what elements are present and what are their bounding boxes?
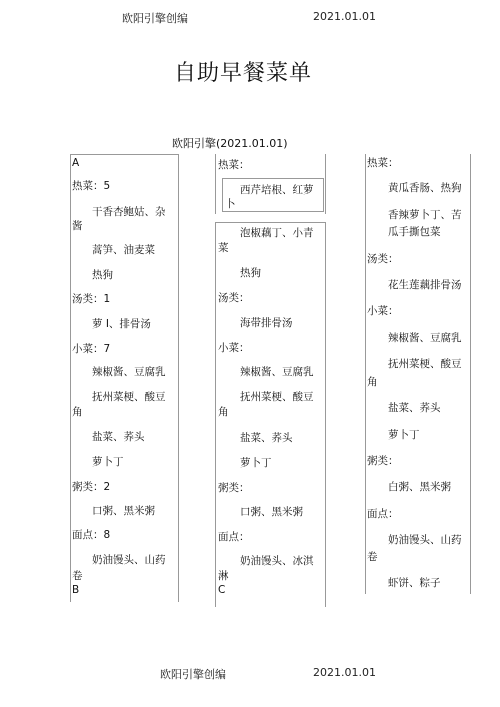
- col2-small-item: 抚州菜梗、酸豆: [240, 391, 314, 403]
- col2-pastry-item-cont: 淋: [218, 570, 229, 582]
- col1-hot-item: 干香杏鲍姑、杂: [92, 206, 166, 218]
- col3-porridge-title: 粥类：: [367, 455, 399, 467]
- header-author: 欧阳引擎创编: [122, 12, 188, 25]
- col2-hot-item-cont: 菜: [218, 242, 229, 254]
- col2-porridge-title: 粥类：: [218, 482, 250, 494]
- col1-small-item: 抚州菜梗、酸豆: [92, 391, 166, 403]
- col1-small-title: 小菜：7: [72, 343, 111, 355]
- col2-left-border: [215, 222, 216, 607]
- col2-small-item-cont: 角: [218, 406, 229, 418]
- col1-letter-top: A: [72, 157, 80, 169]
- col3-small-title: 小菜：: [367, 305, 399, 317]
- col3-small-item: 萝卜丁: [388, 429, 420, 441]
- col2-pastry-title: 面点：: [218, 531, 250, 543]
- col1-small-item-cont: 角: [72, 406, 83, 418]
- col2-small-item: 萝卜丁: [240, 457, 272, 469]
- page-subtitle: 欧阳引擎(2021.01.01): [172, 137, 288, 150]
- col1-porridge-item: 口粥、黑米粥: [92, 505, 155, 517]
- col2-hot-item: 泡椒藕丁、小青: [240, 227, 314, 239]
- col2-small-item: 盐菜、荞头: [240, 432, 293, 444]
- col3-right-border: [470, 154, 471, 594]
- col3-small-item: 辣椒酱、豆腐乳: [388, 332, 462, 344]
- col3-soup-title: 汤类：: [367, 253, 399, 265]
- col2-hot-item: 热狗: [240, 267, 261, 279]
- col3-hot-item: 香辣萝卜丁、苦: [388, 209, 462, 221]
- page-title: 自助早餐菜单: [174, 61, 313, 86]
- col2-porridge-item: 口粥、黑米粥: [240, 506, 303, 518]
- col2-soup-title: 汤类：: [218, 292, 250, 304]
- col2-hot-item: 西芹培根、红萝: [240, 184, 314, 196]
- col2-right-border: [325, 222, 326, 607]
- col1-soup-item: 萝 I、排骨汤: [92, 318, 151, 330]
- col1-left-border: [70, 154, 71, 602]
- col1-hot-title: 热菜：5: [72, 180, 111, 192]
- col2-small-title: 小菜：: [218, 342, 250, 354]
- col2-hot-item-cont: 卜: [225, 198, 236, 210]
- col2-small-item: 辣椒酱、豆腐乳: [240, 366, 314, 378]
- col1-small-item: 辣椒酱、豆腐乳: [92, 366, 166, 378]
- col3-small-item: 抚州菜梗、酸豆: [388, 358, 462, 370]
- col3-porridge-item: 白粥、黑米粥: [388, 481, 451, 493]
- col1-pastry-title: 面点：8: [72, 529, 111, 541]
- col1-soup-title: 汤类：1: [72, 293, 111, 305]
- footer-date: 2021.01.01: [313, 666, 376, 679]
- col1-small-item: 盐菜、荞头: [92, 431, 145, 443]
- col2-pastry-item: 奶油馒头、冰淇: [240, 555, 314, 567]
- col1-pastry-item: 奶油馒头、山药: [92, 554, 166, 566]
- col3-small-item-cont: 角: [367, 376, 378, 388]
- col2-soup-item: 海带排骨汤: [240, 317, 293, 329]
- col1-hot-item-cont: 酱: [72, 220, 83, 232]
- col3-hot-item: 黄瓜香肠、热狗: [388, 182, 462, 194]
- col1-top-border: [70, 154, 178, 155]
- col1-hot-item: 热狗: [92, 269, 113, 281]
- col3-left-border: [365, 154, 366, 594]
- col3-pastry-title: 面点：: [367, 508, 399, 520]
- col2-top-left-border: [215, 154, 216, 214]
- footer-author: 欧阳引擎创编: [160, 668, 226, 681]
- col2-hot-title: 热菜：: [218, 159, 250, 171]
- col1-small-item: 萝卜丁: [92, 456, 124, 468]
- col3-pastry-item: 奶油馒头、山药: [388, 534, 462, 546]
- col3-hot-title: 热菜：: [367, 157, 399, 169]
- header-date: 2021.01.01: [313, 10, 376, 23]
- col2-letter-bottom: C: [218, 584, 226, 596]
- col1-letter-bottom: B: [72, 584, 80, 596]
- col1-right-border: [178, 154, 179, 602]
- col1-hot-item: 蒿笋、油麦菜: [92, 244, 155, 256]
- col3-pastry-item-cont: 卷: [367, 551, 378, 563]
- col3-hot-item-cont: 瓜手撕包菜: [388, 226, 441, 238]
- col1-porridge-title: 粥类：2: [72, 481, 111, 493]
- col3-soup-item: 花生莲藕排骨汤: [388, 279, 462, 291]
- col2-mid-border: [215, 222, 325, 223]
- col3-small-item: 盐菜、荞头: [388, 402, 441, 414]
- col1-pastry-item-cont: 卷: [72, 570, 83, 582]
- col2-top-right-border: [325, 154, 326, 214]
- col3-pastry-item: 虾饼、粽子: [388, 577, 441, 589]
